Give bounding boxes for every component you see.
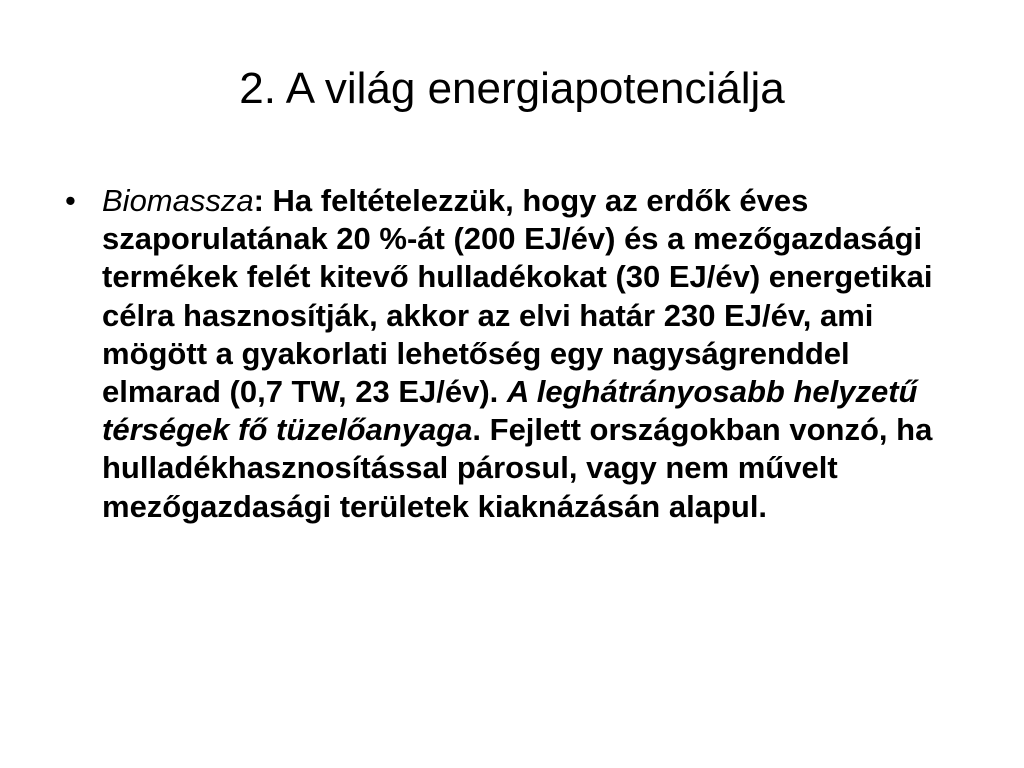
bullet-list xyxy=(62,182,972,526)
bullet-tail-text: . Fejlett országokban vonzó, ha hulladékhasznosítással párosul, vagy nem művelt mezőgazdasági területek kiaknázásán alapul. xyxy=(102,412,933,524)
bullet-item-biomassza xyxy=(62,182,972,526)
slide-title: 2. A világ energiapotenciálja xyxy=(239,64,785,113)
bullet-emphasis: A leghátrányosabb helyzetű térségek fő tüzelőanyaga xyxy=(102,374,918,448)
bullet-marker: • xyxy=(65,183,76,218)
bullet-body-text: : Ha feltételezzük, hogy az erdők éves szaporulatának 20 %-át (200 EJ/év) és a mezőgazdasági termékek felét kitevő hulladékokat (30 EJ/év) energetikai célra hasznosítják, akkor az elvi határ 230 EJ/év, ami mögött a gyakorlati lehetőség egy nagyságrenddel elmarad (0,7 TW, 23 EJ/év). xyxy=(102,183,933,410)
bullet-term: Biomassza xyxy=(102,183,254,218)
